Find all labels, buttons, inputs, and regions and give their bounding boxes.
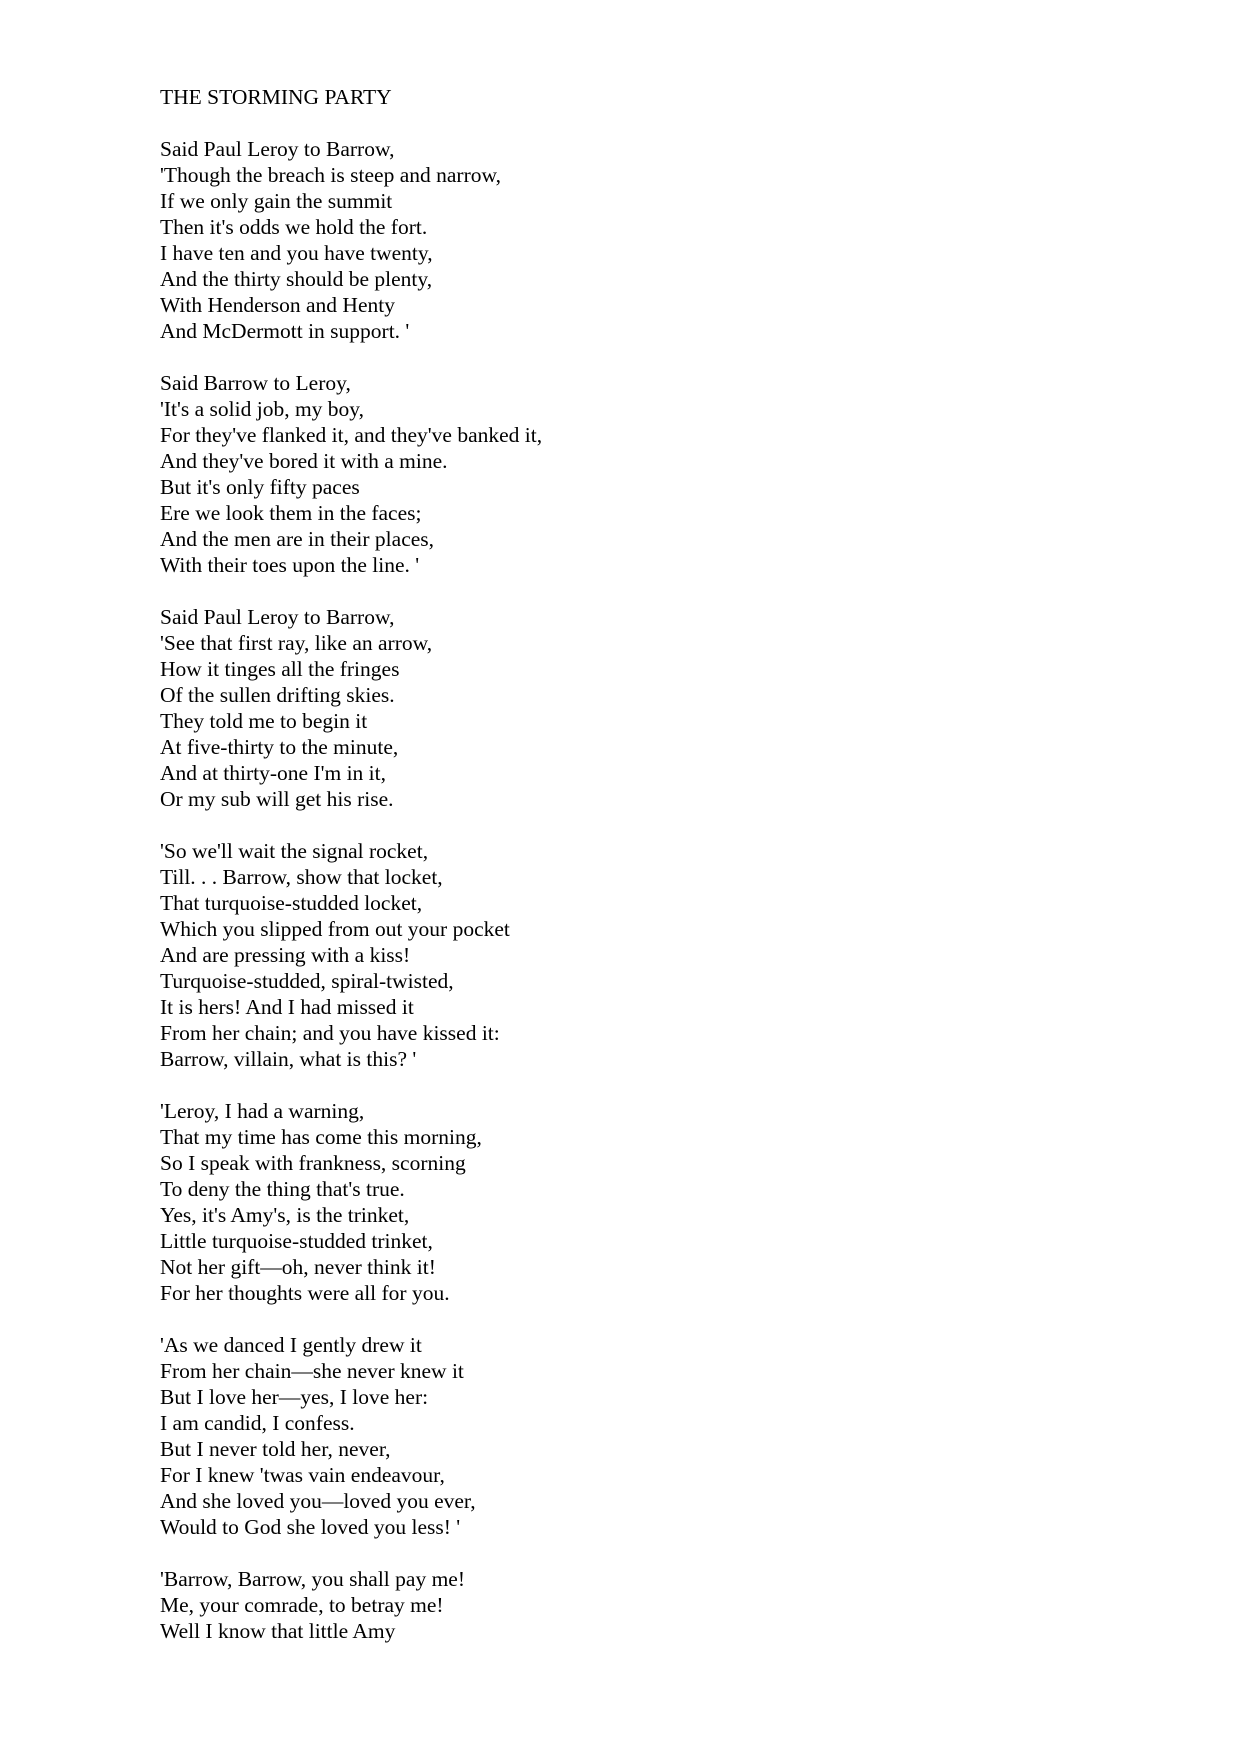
stanza: [160, 370, 1160, 578]
poem-line: That turquoise-studded locket,: [160, 891, 423, 915]
poem-line: But it's only fifty paces: [160, 475, 360, 499]
poem-line: Not her gift—oh, never think it!: [160, 1255, 436, 1279]
stanza: [160, 1332, 1160, 1540]
poem-line: 'As we danced I gently drew it: [160, 1333, 422, 1357]
stanza: [160, 1566, 1160, 1644]
poem-line: Which you slipped from out your pocket: [160, 917, 510, 941]
poem-line: To deny the thing that's true.: [160, 1177, 405, 1201]
poem-line: But I love her—yes, I love her:: [160, 1385, 429, 1409]
poem-line: That my time has come this morning,: [160, 1125, 482, 1149]
poem-line: 'Though the breach is steep and narrow,: [160, 163, 501, 187]
stanza: [160, 838, 1160, 1072]
poem-line: And the thirty should be plenty,: [160, 267, 433, 291]
poem-line: Little turquoise-studded trinket,: [160, 1229, 433, 1253]
stanza: [160, 1098, 1160, 1306]
poem-line: From her chain—she never knew it: [160, 1359, 464, 1383]
poem-line: But I never told her, never,: [160, 1437, 391, 1461]
poem-line: For I knew 'twas vain endeavour,: [160, 1463, 445, 1487]
stanza: [160, 136, 1160, 344]
poem: [160, 84, 1160, 1670]
poem-line: Yes, it's Amy's, is the trinket,: [160, 1203, 410, 1227]
poem-line: At five-thirty to the minute,: [160, 735, 399, 759]
poem-line: Ere we look them in the faces;: [160, 501, 422, 525]
poem-line: Said Barrow to Leroy,: [160, 371, 351, 395]
poem-line: And they've bored it with a mine.: [160, 449, 448, 473]
poem-line: Said Paul Leroy to Barrow,: [160, 137, 395, 161]
poem-line: Or my sub will get his rise.: [160, 787, 394, 811]
poem-line: Would to God she loved you less! ': [160, 1515, 461, 1539]
poem-title: THE STORMING PARTY: [160, 85, 392, 109]
poem-line: 'It's a solid job, my boy,: [160, 397, 365, 421]
poem-line: And McDermott in support. ': [160, 319, 410, 343]
poem-line: With their toes upon the line. ': [160, 553, 420, 577]
poem-line: For they've flanked it, and they've banked it,: [160, 423, 543, 447]
title-spacer: [160, 110, 1160, 136]
poem-line: They told me to begin it: [160, 709, 368, 733]
poem-line: And the men are in their places,: [160, 527, 435, 551]
poem-line: I have ten and you have twenty,: [160, 241, 433, 265]
poem-line: Turquoise-studded, spiral-twisted,: [160, 969, 454, 993]
stanza: [160, 604, 1160, 812]
stanza-list: [160, 136, 1160, 1644]
poem-line: Barrow, villain, what is this? ': [160, 1047, 417, 1071]
poem-line: Said Paul Leroy to Barrow,: [160, 605, 395, 629]
poem-line: And she loved you—loved you ever,: [160, 1489, 476, 1513]
poem-line: It is hers! And I had missed it: [160, 995, 414, 1019]
poem-line: Well I know that little Amy: [160, 1619, 396, 1643]
poem-line: 'See that first ray, like an arrow,: [160, 631, 433, 655]
poem-line: Me, your comrade, to betray me!: [160, 1593, 444, 1617]
poem-line: I am candid, I confess.: [160, 1411, 355, 1435]
poem-line: If we only gain the summit: [160, 189, 393, 213]
poem-line: How it tinges all the fringes: [160, 657, 400, 681]
poem-line: Then it's odds we hold the fort.: [160, 215, 428, 239]
poem-line: From her chain; and you have kissed it:: [160, 1021, 500, 1045]
poem-line: 'Barrow, Barrow, you shall pay me!: [160, 1567, 465, 1591]
poem-line: Of the sullen drifting skies.: [160, 683, 395, 707]
poem-line: So I speak with frankness, scorning: [160, 1151, 466, 1175]
poem-line: For her thoughts were all for you.: [160, 1281, 450, 1305]
poem-line: 'Leroy, I had a warning,: [160, 1099, 365, 1123]
poem-line: With Henderson and Henty: [160, 293, 395, 317]
poem-line: Till. . . Barrow, show that locket,: [160, 865, 443, 889]
poem-line: And are pressing with a kiss!: [160, 943, 411, 967]
poem-line: And at thirty-one I'm in it,: [160, 761, 387, 785]
poem-line: 'So we'll wait the signal rocket,: [160, 839, 429, 863]
